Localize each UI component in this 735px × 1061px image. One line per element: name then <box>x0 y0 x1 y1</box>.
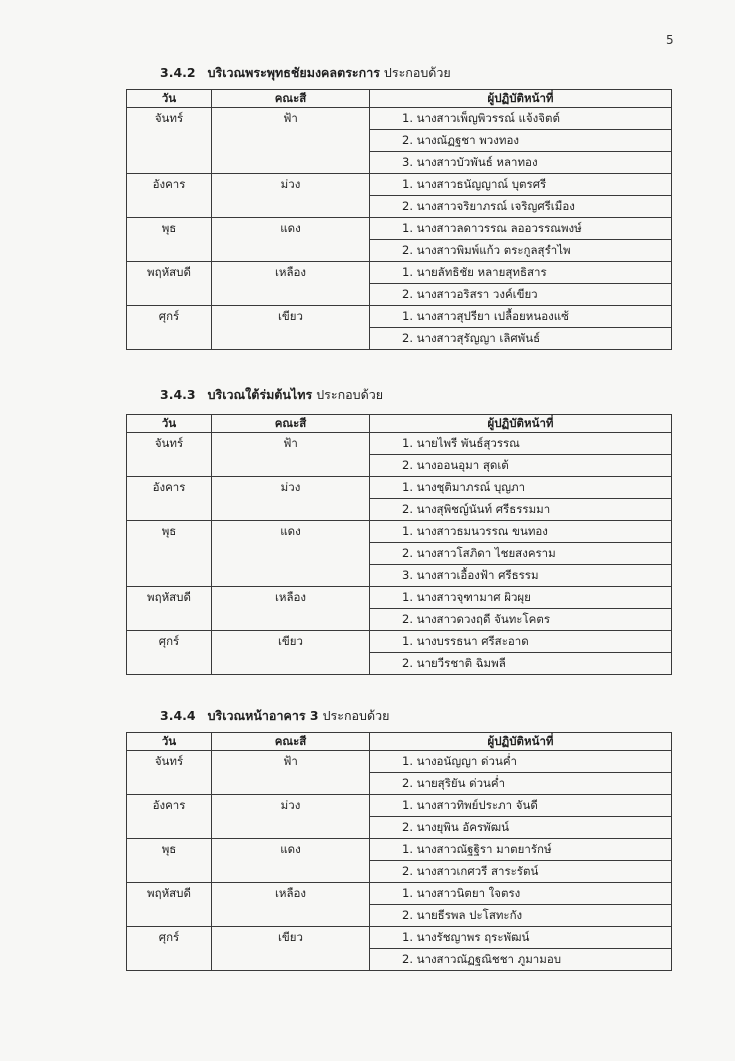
staff-member-cell: 2. นางสาวโสภิดา ไชยสงคราม <box>370 543 672 565</box>
staff-member-cell: 1. นางสาวทิพย์ประภา จันดี <box>370 795 672 817</box>
color-team-cell: แดง <box>212 218 370 262</box>
staff-member-cell: 2. นายวีรชาติ ฉิมพลี <box>370 653 672 675</box>
duty-table-3-4-4 <box>126 732 672 971</box>
table-row <box>127 306 672 328</box>
color-team-cell: แดง <box>212 521 370 587</box>
day-cell: ศุกร์ <box>127 306 212 350</box>
section-suffix: ประกอบด้วย <box>316 387 384 402</box>
staff-member-cell: 2. นายสุริยัน ด่วนค่ำ <box>370 773 672 795</box>
table-row <box>127 587 672 609</box>
staff-member-cell: 1. นางสาวจุฑามาศ ผิวผุย <box>370 587 672 609</box>
staff-member-cell: 1. นางรัชญาพร ฤระพัฒน์ <box>370 927 672 949</box>
staff-member-cell: 2. นางออนอุมา สุดเต้ <box>370 455 672 477</box>
color-team-cell: เขียว <box>212 631 370 675</box>
section-name: บริเวณใต้ร่มต้นไทร <box>207 387 313 402</box>
section-suffix: ประกอบด้วย <box>383 65 451 80</box>
day-cell: จันทร์ <box>127 108 212 174</box>
section-title-3-4-4 <box>160 706 389 726</box>
duty-table-3-4-2 <box>126 89 672 350</box>
page-number: 5 <box>666 33 674 47</box>
table-header-row <box>127 415 672 433</box>
header-staff: ผู้ปฏิบัติหน้าที่ <box>370 733 672 751</box>
staff-member-cell: 2. นางสาวดวงฤดี จันทะโคตร <box>370 609 672 631</box>
table-header-row <box>127 90 672 108</box>
header-color: คณะสี <box>212 733 370 751</box>
staff-member-cell: 1. นางสาวลดาวรรณ ลออวรรณพงษ์ <box>370 218 672 240</box>
staff-member-cell: 1. นางสาวณัฐฐิรา มาตยารักษ์ <box>370 839 672 861</box>
header-staff: ผู้ปฏิบัติหน้าที่ <box>370 90 672 108</box>
table-row <box>127 795 672 817</box>
color-team-cell: ม่วง <box>212 477 370 521</box>
day-cell: ศุกร์ <box>127 631 212 675</box>
section-number: 3.4.2 <box>160 65 196 80</box>
table-row <box>127 218 672 240</box>
header-color: คณะสี <box>212 90 370 108</box>
section-number: 3.4.3 <box>160 387 196 402</box>
table-row <box>127 927 672 949</box>
staff-member-cell: 2. นางยุพิน อัครพัฒน์ <box>370 817 672 839</box>
table-header-row <box>127 733 672 751</box>
table-row <box>127 262 672 284</box>
day-cell: จันทร์ <box>127 751 212 795</box>
day-cell: พุธ <box>127 218 212 262</box>
staff-member-cell: 1. นายไพรี พันธ์สุวรรณ <box>370 433 672 455</box>
color-team-cell: เขียว <box>212 306 370 350</box>
header-color: คณะสี <box>212 415 370 433</box>
staff-member-cell: 1. นางบรรธนา ศรีสะอาด <box>370 631 672 653</box>
staff-member-cell: 3. นางสาวเอื้องฟ้า ศรีธรรม <box>370 565 672 587</box>
day-cell: พุธ <box>127 521 212 587</box>
color-team-cell: ฟ้า <box>212 433 370 477</box>
staff-member-cell: 2. นางสาวสุรัญญา เลิศพันธ์ <box>370 328 672 350</box>
staff-member-cell: 2. นางณัฏฐชา พวงทอง <box>370 130 672 152</box>
color-team-cell: แดง <box>212 839 370 883</box>
day-cell: อังคาร <box>127 795 212 839</box>
header-staff: ผู้ปฏิบัติหน้าที่ <box>370 415 672 433</box>
section-name: บริเวณหน้าอาคาร 3 <box>207 708 319 723</box>
staff-member-cell: 1. นางสาวสุปรียา เปลื้อยหนองแซ้ <box>370 306 672 328</box>
staff-member-cell: 2. นางสาวจริยาภรณ์ เจริญศรีเมือง <box>370 196 672 218</box>
section-number: 3.4.4 <box>160 708 196 723</box>
color-team-cell: เหลือง <box>212 883 370 927</box>
staff-member-cell: 1. นางสาวเพ็ญพิวรรณ์ แจ้งจิตต์ <box>370 108 672 130</box>
day-cell: พฤหัสบดี <box>127 883 212 927</box>
header-day: วัน <box>127 415 212 433</box>
section-suffix: ประกอบด้วย <box>322 708 390 723</box>
staff-member-cell: 1. นางสาวนิตยา ใจตรง <box>370 883 672 905</box>
table-row <box>127 839 672 861</box>
day-cell: พฤหัสบดี <box>127 587 212 631</box>
color-team-cell: เขียว <box>212 927 370 971</box>
staff-member-cell: 2. นางสาวอริสรา วงค์เขียว <box>370 284 672 306</box>
color-team-cell: ม่วง <box>212 795 370 839</box>
section-title-3-4-2 <box>160 63 451 83</box>
day-cell: อังคาร <box>127 477 212 521</box>
day-cell: อังคาร <box>127 174 212 218</box>
table-row <box>127 751 672 773</box>
staff-member-cell: 2. นางสุพิชญ์นันท์ ศรีธรรมมา <box>370 499 672 521</box>
color-team-cell: ฟ้า <box>212 108 370 174</box>
day-cell: พุธ <box>127 839 212 883</box>
staff-member-cell: 1. นางอนัญญา ด่วนค่ำ <box>370 751 672 773</box>
staff-member-cell: 2. นายธีรพล ปะโสทะกัง <box>370 905 672 927</box>
header-day: วัน <box>127 733 212 751</box>
section-title-3-4-3 <box>160 385 383 405</box>
staff-member-cell: 3. นางสาวบัวพันธ์ หลาทอง <box>370 152 672 174</box>
color-team-cell: เหลือง <box>212 262 370 306</box>
table-row <box>127 521 672 543</box>
table-row <box>127 631 672 653</box>
table-row <box>127 883 672 905</box>
header-day: วัน <box>127 90 212 108</box>
staff-member-cell: 2. นางสาวเกศวรี สาระรัตน์ <box>370 861 672 883</box>
table-row <box>127 477 672 499</box>
day-cell: พฤหัสบดี <box>127 262 212 306</box>
color-team-cell: ฟ้า <box>212 751 370 795</box>
duty-table-3-4-3 <box>126 414 672 675</box>
staff-member-cell: 2. นางสาวณัฏฐณิชชา ภูมามอบ <box>370 949 672 971</box>
day-cell: ศุกร์ <box>127 927 212 971</box>
staff-member-cell: 2. นางสาวพิมพ์แก้ว ตระกูลสุรำไพ <box>370 240 672 262</box>
table-row <box>127 174 672 196</box>
color-team-cell: เหลือง <box>212 587 370 631</box>
staff-member-cell: 1. นางสาวธนัญญาณ์ บุตรศรี <box>370 174 672 196</box>
color-team-cell: ม่วง <box>212 174 370 218</box>
day-cell: จันทร์ <box>127 433 212 477</box>
table-row <box>127 108 672 130</box>
staff-member-cell: 1. นายลัทธิชัย หลายสุทธิสาร <box>370 262 672 284</box>
table-row <box>127 433 672 455</box>
staff-member-cell: 1. นางชุติมาภรณ์ บุญภา <box>370 477 672 499</box>
section-name: บริเวณพระพุทธชัยมงคลตระการ <box>207 65 380 80</box>
staff-member-cell: 1. นางสาวธมนวรรณ ขนทอง <box>370 521 672 543</box>
